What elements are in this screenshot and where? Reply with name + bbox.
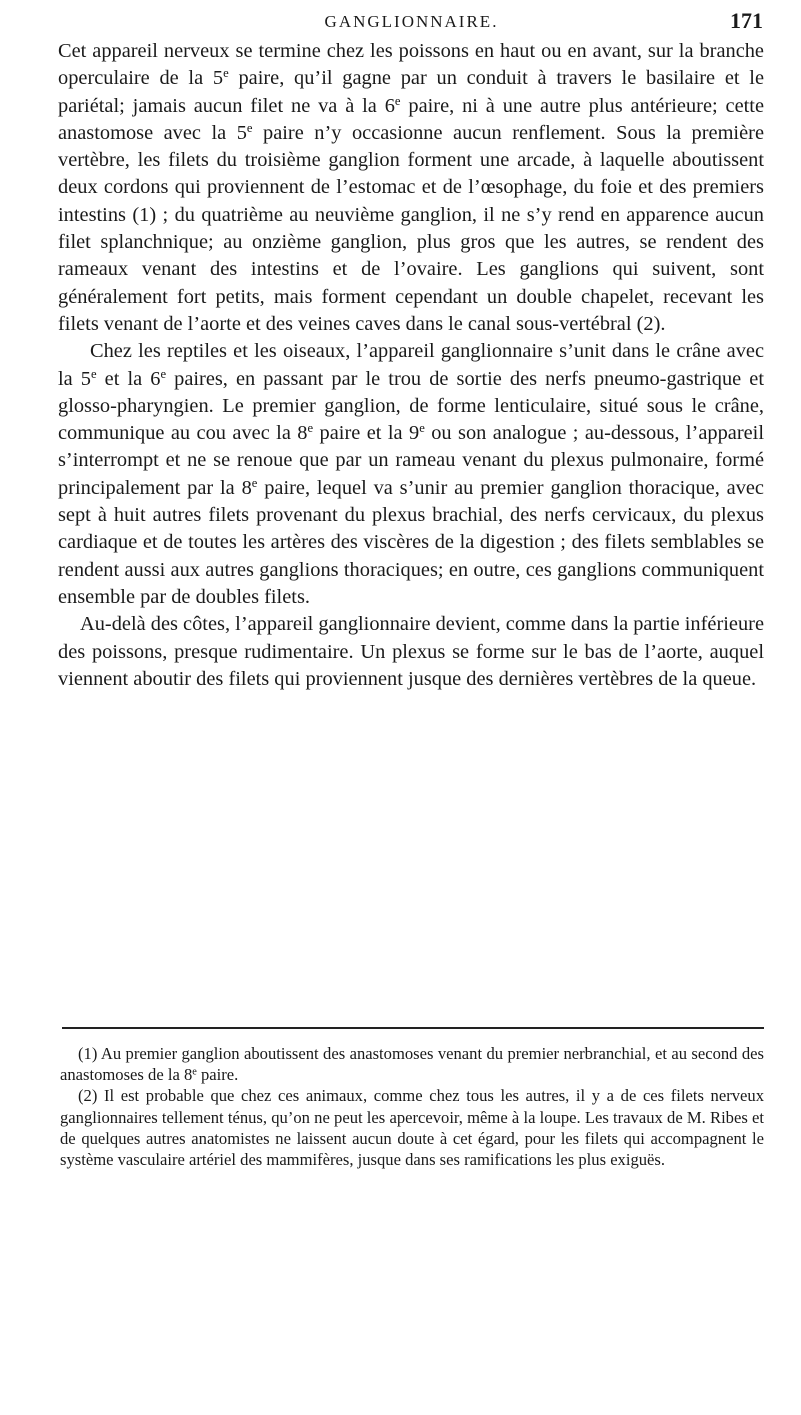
- text-run: (1) Au premier ganglion aboutissent des anastomoses venant du premier nerbranchial, et au second des anastomoses de la 8: [60, 1044, 764, 1085]
- footnote-2: [60, 1085, 764, 1170]
- text-run: paire n’y occasionne aucun renflement. Sous la première vertèbre, les filets du troisième ganglion forment une arcade, à laquelle aboutissent deux cordons qui proviennent de l’estomac et de l’œsophage, du foie et des premiers intestins (1) ; du quatrième au neuvième ganglion, il ne s’y rend en apparence aucun filet splanchnique; au onzième ganglion, plus gros que les autres, se rendent des rameaux venant des intestins et de l’ovaire. Les ganglions qui suivent, sont généralement fort petits, mais forment cependant un double chapelet, recevant les filets venant de l’aorte et des veines caves dans le canal sous-vertébral (2).: [58, 121, 764, 335]
- text-run: paire, ni à une autre plus antérieure; cette anastomose avec la 5: [58, 94, 765, 144]
- text-run: Chez les reptiles et les oiseaux, l’appareil ganglionnaire s’unit dans le crâne avec la 5: [58, 340, 764, 390]
- paragraph-2: [58, 338, 764, 611]
- superscript: e: [419, 421, 425, 436]
- text-run: paire, qu’il gagne par un conduit à travers le basilaire et le pariétal; jamais aucun filet ne va à la 6: [58, 67, 764, 117]
- page-header: [60, 8, 763, 34]
- main-text: [58, 38, 764, 693]
- text-run: paire, lequel va s’unir au premier ganglion thoracique, avec sept à huit autres filets provenant du plexus brachial, des nerfs cervicaux, du plexus cardiaque et de toutes les artères des viscères de la digestion ; des filets semblables se rendent aussi aux autres ganglions thoraciques; en outre, ces ganglions communiquent ensemble par de doubles filets.: [58, 476, 764, 608]
- superscript: e: [394, 93, 401, 108]
- page-number: 171: [730, 8, 763, 33]
- running-title: GANGLIONNAIRE.: [324, 12, 499, 31]
- superscript: e: [251, 475, 258, 490]
- superscript: e: [160, 366, 167, 381]
- text-run: paire et la 9: [313, 422, 420, 445]
- text-run: (2) Il est probable que chez ces animaux, comme chez tous les autres, il y a de ces filets nerveux ganglionnaires tellement ténus, qu’on ne peut les apercevoir, même à la loupe. Les travaux de M. Ribes et de quelques autres anatomistes ne laissent aucun doute à cet égard, pour les filets qui accompagnent le système vasculaire artériel des mammifères, jusque dans ses ramifications les plus exiguës.: [60, 1086, 764, 1170]
- superscript: e: [246, 120, 253, 135]
- text-run: paires, en passant par le trou de sortie des nerfs pneumo-gastrique et glosso-pharyngien. Le premier ganglion, de forme lenticulaire, situé sous le crâne, communique au cou avec la 8: [58, 367, 764, 445]
- paragraph-3: [58, 611, 764, 693]
- footnote-1: [60, 1043, 764, 1085]
- superscript: e: [307, 421, 314, 436]
- footnote-separator: [62, 1027, 764, 1029]
- paragraph-1: [58, 38, 764, 338]
- text-run: paire.: [196, 1065, 239, 1085]
- footnotes: [60, 1043, 764, 1170]
- text-run: ou son analogue ; au-dessous, l’appareil s’interrompt et ne se renoue que par un rameau venant du plexus pulmonaire, formé principalement par la 8: [58, 422, 764, 499]
- text-run: Cet appareil nerveux se termine chez les poissons en haut ou en avant, sur la branche operculaire de la 5: [58, 40, 764, 90]
- superscript: e: [192, 1066, 197, 1078]
- text-run: et la 6: [96, 367, 161, 390]
- superscript: e: [223, 66, 229, 81]
- text-run: Au-delà des côtes, l’appareil ganglionnaire devient, comme dans la partie inférieure des poissons, presque rudimentaire. Un plexus se forme sur le bas de l’aorte, auquel viennent aboutir des filets qui proviennent jusque des dernières vertèbres de la queue.: [58, 613, 764, 690]
- superscript: e: [90, 366, 97, 381]
